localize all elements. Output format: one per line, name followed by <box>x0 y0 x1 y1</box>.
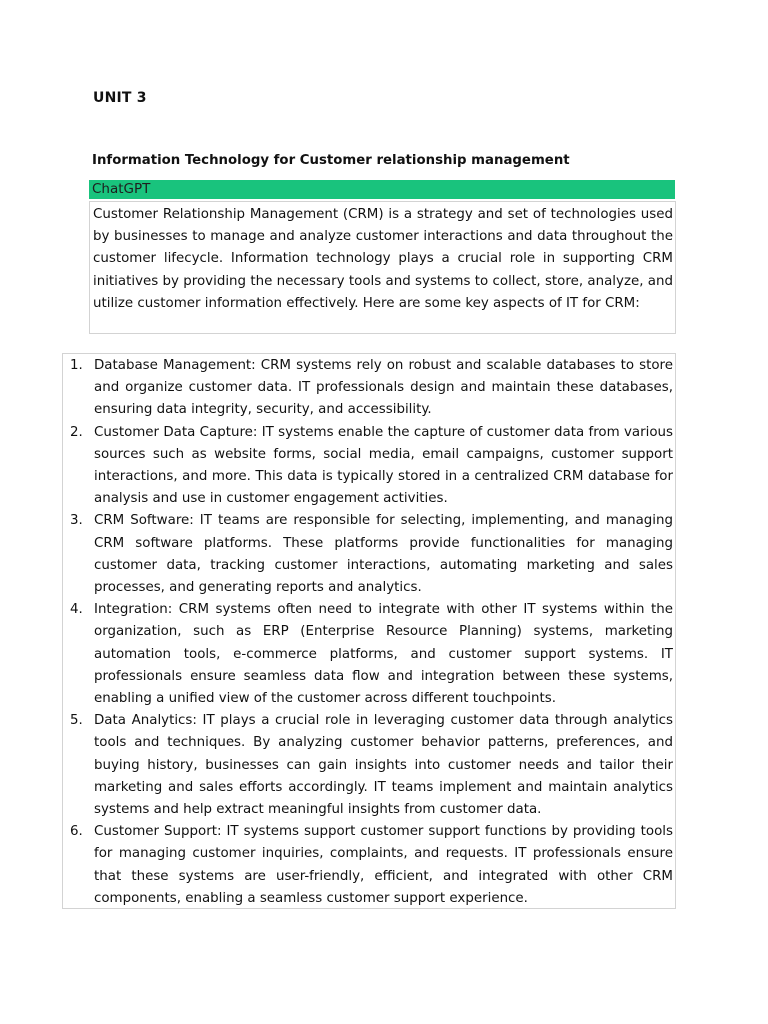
list-item-text: CRM Software: IT teams are responsible for selecting, implementing, and managing CRM software platforms. These platforms provide functionalities for managing customer data, tracking customer interactions, automating marketing and sales processes, and generating reports and analytics. <box>94 513 673 596</box>
list-item-text: Integration: CRM systems often need to integrate with other IT systems within the organization, such as ERP (Enterprise Resource Planning) systems, marketing automation tools, e-commerce platforms, and customer support systems. IT professionals ensure seamless data flow and integration between these systems, enabling a unified view of the customer across different touchpoints. <box>94 602 673 707</box>
unit-heading: UNIT 3 <box>93 90 147 106</box>
list-item-number: 2. <box>70 424 83 440</box>
list-item <box>63 599 675 710</box>
list-item <box>63 821 675 910</box>
list-item-text: Database Management: CRM systems rely on robust and scalable databases to store and organize customer data. IT professionals design and maintain these databases, ensuring data integrity, security, and accessibility. <box>94 358 673 418</box>
list-item-text: Customer Support: IT systems support customer support functions by providing tools for managing customer inquiries, complaints, and requests. IT professionals ensure that these systems are user-friendly, efficient, and integrated with other CRM components, enabling a seamless customer support experience. <box>94 824 673 906</box>
list-item-number: 5. <box>70 713 83 729</box>
aspects-list <box>62 353 676 909</box>
intro-paragraph: Customer Relationship Management (CRM) is a strategy and set of technologies used by businesses to manage and analyze customer interactions and data throughout the customer lifecycle. Information technology plays a crucial role in supporting CRM initiatives by providing the necessary tools and systems to collect, store, analyze, and utilize customer information effectively. Here are some key aspects of IT for CRM: <box>89 201 676 334</box>
list-item-number: 3. <box>70 513 83 529</box>
list-item-number: 6. <box>70 824 83 840</box>
list-item-text: Customer Data Capture: IT systems enable the capture of customer data from various sources such as website forms, social media, email campaigns, customer support interactions, and more. This data is typically stored in a centralized CRM database for analysis and use in customer engagement activities. <box>94 424 673 507</box>
list-item <box>63 510 675 599</box>
list-item <box>63 710 675 821</box>
list-item <box>63 422 675 511</box>
list-item <box>63 355 675 422</box>
list-item-text: Data Analytics: IT plays a crucial role in leveraging customer data through analytics tools and techniques. By analyzing customer behavior patterns, preferences, and buying history, businesses can gain insights into customer needs and tailor their marketing and sales efforts accordingly. IT teams implement and maintain analytics systems and help extract meaningful insights from customer data. <box>94 713 673 818</box>
document-title: Information Technology for Customer relationship management <box>92 153 570 168</box>
list-item-number: 1. <box>70 358 83 373</box>
source-banner: ChatGPT <box>89 180 675 199</box>
list-item-number: 4. <box>70 602 83 618</box>
